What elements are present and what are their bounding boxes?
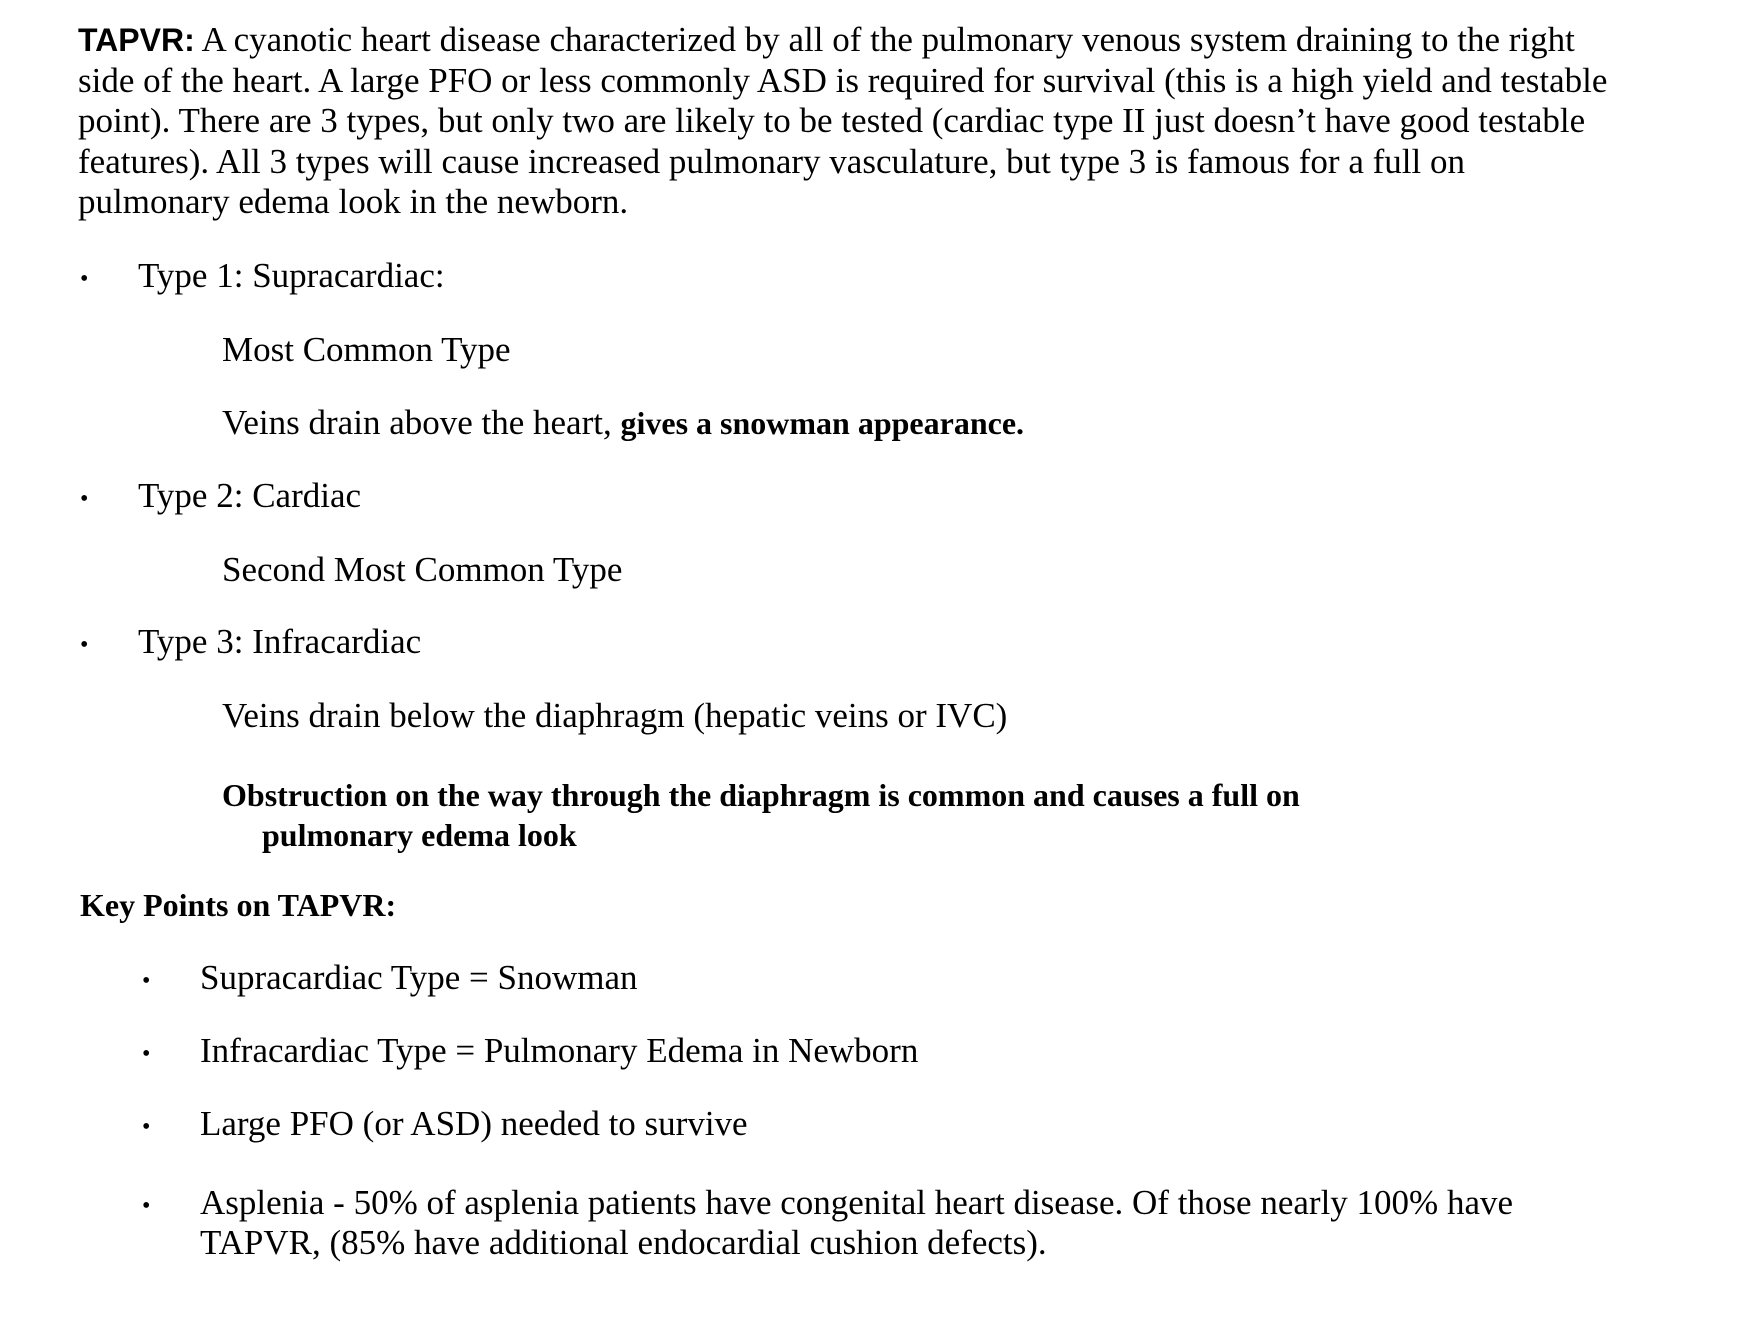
key-point-3: Large PFO (or ASD) needed to survive: [200, 1104, 748, 1143]
type-1-detail-2-text: Veins drain above the heart,: [222, 403, 621, 442]
bullet-type-2: •: [80, 486, 89, 512]
type-3-detail-1-text: Veins drain below the diaphragm (hepatic veins or IVC): [222, 696, 1008, 735]
key-point-bullet-2: •: [142, 1041, 151, 1067]
key-point-4: Asplenia - 50% of asplenia patients have congenital heart disease. Of those nearly 100% have TAPVR, (85% have additional endocardial cushion defects).: [200, 1183, 1514, 1262]
type-3-heading: Type 3: Infracardiac: [138, 622, 422, 661]
type-3-note-line-1: Obstruction on the way through the diaphragm is common and causes a full on: [222, 777, 1300, 813]
type-3-note-line-2: pulmonary edema look: [262, 817, 577, 853]
type-2-detail-1-text: Second Most Common Type: [222, 550, 623, 589]
type-2-heading: Type 2: Cardiac: [138, 476, 362, 515]
key-point-bullet-4: •: [142, 1193, 151, 1219]
type-3-detail-1: [222, 696, 1007, 736]
bullet-type-1: •: [80, 266, 89, 292]
type-1-heading: Type 1: Supracardiac:: [138, 256, 445, 295]
type-1-detail-2-emphasis: gives a snowman appearance.: [620, 405, 1025, 441]
intro-term: TAPVR:: [78, 22, 195, 58]
key-point-2: Infracardiac Type = Pulmonary Edema in Newborn: [200, 1031, 919, 1070]
intro-paragraph: [78, 20, 1618, 223]
type-2-detail-1: [222, 550, 622, 590]
key-points-heading: Key Points on TAPVR:: [80, 887, 397, 923]
intro-text: A cyanotic heart disease characterized by all of the pulmonary venous system draining to the right side of the heart. A large PFO or less commonly ASD is required for survival (this is a high yield and testable point). There are 3 types, but only two are likely to be tested (cardiac type II just doesn’t have good testable features). All 3 types will cause increased pulmonary vasculature, but type 3 is famous for a full on pulmonary edema look in the newborn.: [78, 20, 1608, 221]
type-1-detail-1: [222, 330, 511, 370]
key-point-bullet-3: •: [142, 1114, 151, 1140]
type-1-detail-1-text: Most Common Type: [222, 330, 511, 369]
key-point-1: Supracardiac Type = Snowman: [200, 958, 638, 997]
key-point-bullet-1: •: [142, 968, 151, 994]
type-1-detail-2: [222, 403, 1024, 443]
type-3-obstruction-note: [222, 775, 1422, 855]
bullet-type-3: •: [80, 632, 89, 658]
